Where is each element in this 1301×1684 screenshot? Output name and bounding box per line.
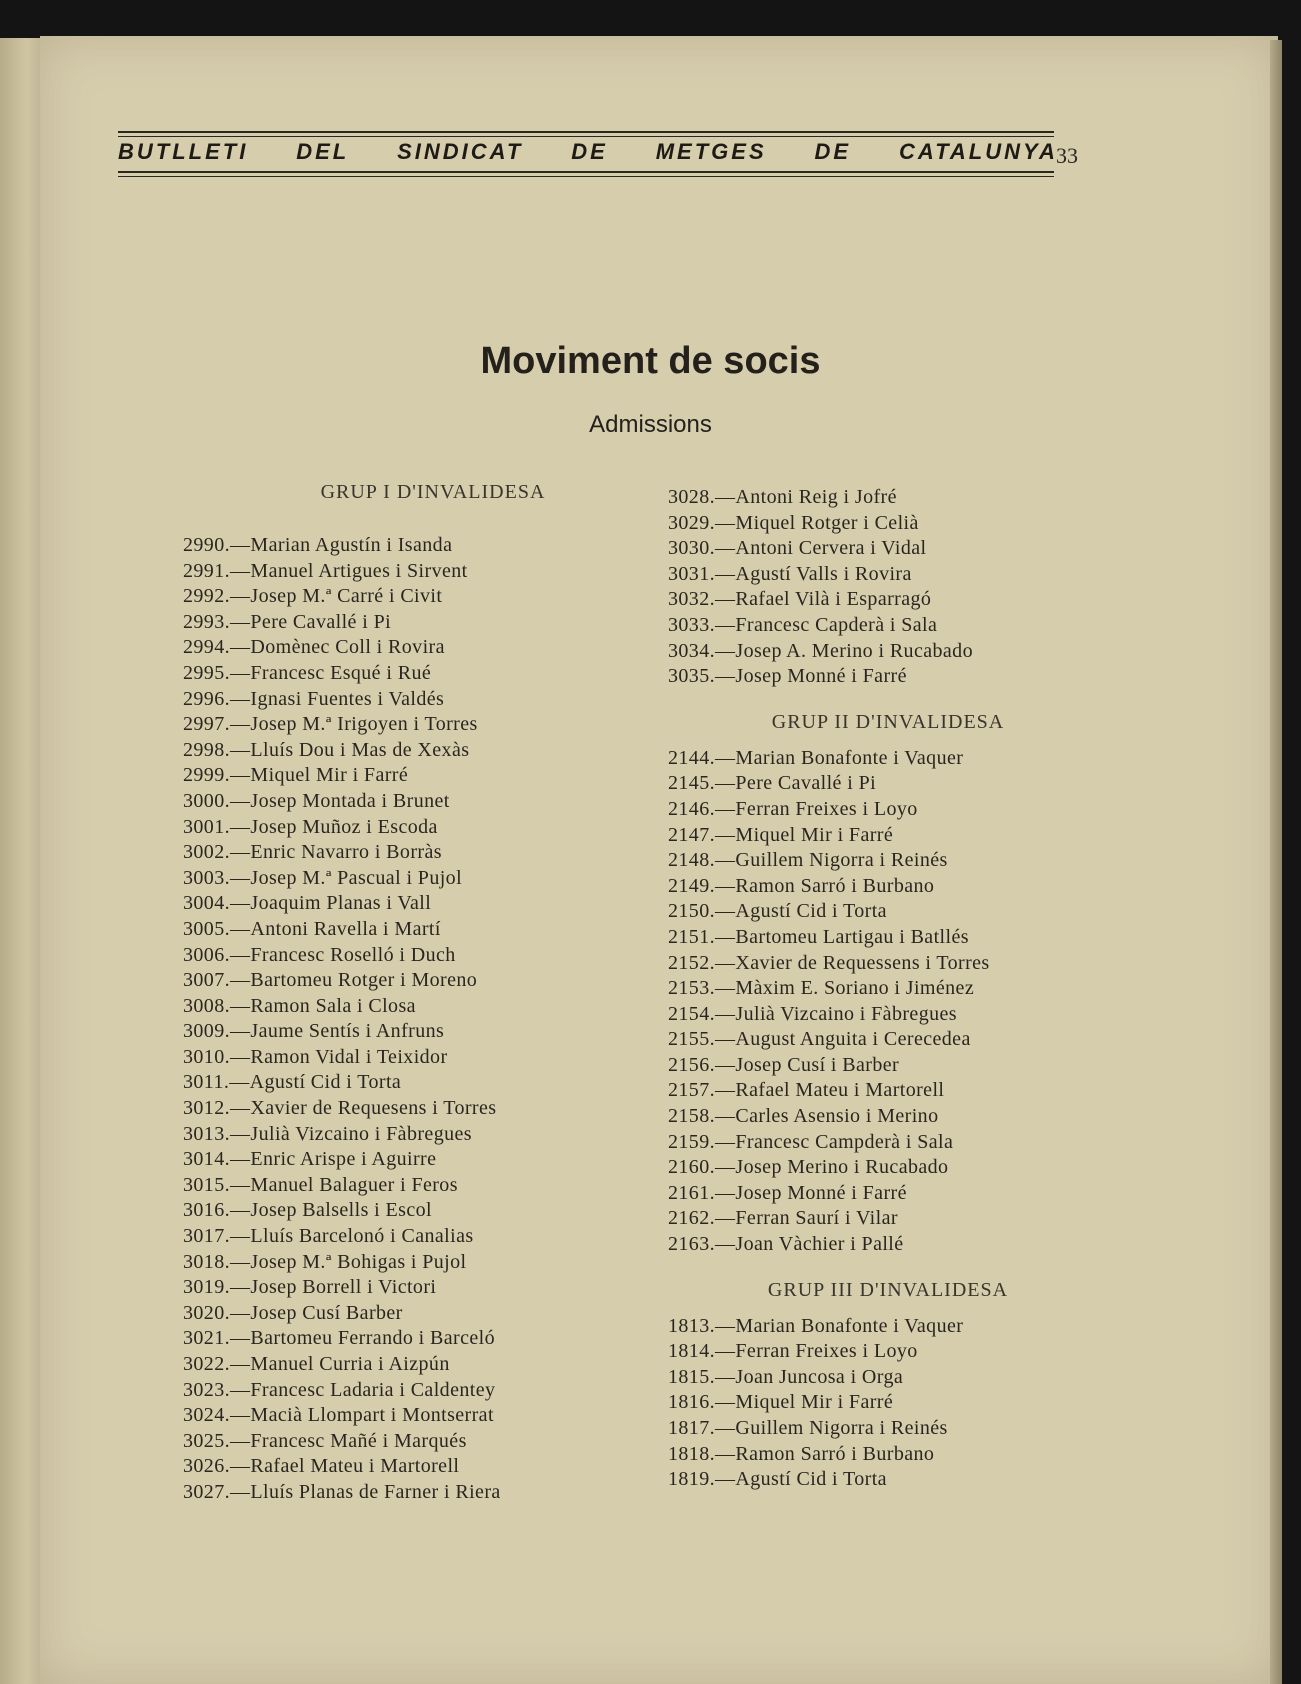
member-entry: 2992.—Josep M.ª Carré i Civit xyxy=(183,585,443,608)
member-entry: 2155.—August Anguita i Cerecedea xyxy=(668,1028,971,1051)
member-entry: 3015.—Manuel Balaguer i Feros xyxy=(183,1173,458,1196)
member-entry: 3002.—Enric Navarro i Borràs xyxy=(183,841,442,864)
member-entry: 2163.—Joan Vàchier i Pallé xyxy=(668,1233,904,1256)
journal-title-word: SINDICAT xyxy=(397,139,524,164)
member-entry: 2159.—Francesc Campderà i Sala xyxy=(668,1130,954,1153)
member-entry: 3024.—Macià Llompart i Montserrat xyxy=(183,1404,494,1427)
member-list xyxy=(183,533,583,1506)
group-title: GRUP I D'INVALIDESA xyxy=(320,481,546,503)
member-entry: 3027.—Lluís Planas de Farner i Riera xyxy=(183,1480,501,1503)
member-entry: 2154.—Julià Vizcaino i Fàbregues xyxy=(668,1002,957,1025)
member-entry: 3017.—Lluís Barcelonó i Canalias xyxy=(183,1225,474,1248)
member-entry: 3023.—Francesc Ladaria i Caldentey xyxy=(183,1378,496,1401)
group-title: GRUP III D'INVALIDESA xyxy=(767,1278,1009,1301)
member-entry: 3022.—Manuel Curria i Aizpún xyxy=(183,1353,450,1375)
member-entry: 1818.—Ramon Sarró i Burbano xyxy=(668,1442,935,1465)
member-entry: 3016.—Josep Balsells i Escol xyxy=(183,1199,432,1222)
member-entry: 3029.—Miquel Rotger i Celià xyxy=(668,511,919,534)
member-entry: 2147.—Miquel Mir i Farré xyxy=(668,823,894,846)
member-entry: 2144.—Marian Bonafonte i Vaquer xyxy=(668,746,964,769)
page-edge xyxy=(1270,40,1282,1684)
member-entry: 2994.—Domènec Coll i Rovira xyxy=(183,636,445,659)
member-entry: 3026.—Rafael Mateu i Martorell xyxy=(183,1455,460,1478)
member-entry: 2991.—Manuel Artigues i Sirvent xyxy=(183,559,468,582)
header-rule-top xyxy=(118,131,1054,133)
member-entry: 3007.—Bartomeu Rotger i Moreno xyxy=(183,969,478,992)
member-entry: 2996.—Ignasi Fuentes i Valdés xyxy=(183,687,445,710)
member-entry: 3010.—Ramon Vidal i Teixidor xyxy=(183,1045,448,1068)
journal-title-word: METGES xyxy=(655,139,767,164)
member-entry: 3012.—Xavier de Requesens i Torres xyxy=(183,1097,497,1120)
member-entry: 3004.—Joaquim Planas i Vall xyxy=(183,892,432,915)
member-list xyxy=(668,746,1068,1258)
journal-title xyxy=(118,139,1058,165)
member-entry: 1819.—Agustí Cid i Torta xyxy=(668,1468,887,1491)
member-entry: 2997.—Josep M.ª Irigoyen i Torres xyxy=(183,713,478,736)
running-header xyxy=(118,93,1118,168)
member-entry: 3009.—Jaume Sentís i Anfruns xyxy=(183,1020,445,1043)
member-list xyxy=(668,1314,1068,1493)
member-entry: 1814.—Ferran Freixes i Loyo xyxy=(668,1340,918,1363)
journal-title-word: DE xyxy=(814,139,852,164)
member-entry: 2161.—Josep Monné i Farré xyxy=(668,1181,907,1204)
member-entry: 2156.—Josep Cusí i Barber xyxy=(668,1053,900,1076)
member-entry: 2993.—Pere Cavallé i Pi xyxy=(183,610,392,633)
member-entry: 3011.—Agustí Cid i Torta xyxy=(183,1071,402,1094)
member-entry: 2162.—Ferran Saurí i Vilar xyxy=(668,1207,898,1230)
member-entry: 3019.—Josep Borrell i Victori xyxy=(183,1276,437,1299)
group-title: GRUP II D'INVALIDESA xyxy=(771,710,1005,733)
header-rule-bottom xyxy=(118,171,1054,173)
member-entry: 3006.—Francesc Roselló i Duch xyxy=(183,943,456,966)
member-entry: 3028.—Antoni Reig i Jofré xyxy=(668,486,897,508)
member-entry: 3031.—Agustí Valls i Rovira xyxy=(668,562,912,585)
member-list xyxy=(668,485,1068,690)
member-entry: 2153.—Màxim E. Soriano i Jiménez xyxy=(668,977,975,1000)
member-entry: 3001.—Josep Muñoz i Escoda xyxy=(183,815,438,838)
member-entry: 2160.—Josep Merino i Rucabado xyxy=(668,1156,949,1179)
member-entry: 3000.—Josep Montada i Brunet xyxy=(183,789,450,812)
section-subtitle: Admissions xyxy=(589,411,712,438)
member-entry: 2999.—Miquel Mir i Farré xyxy=(183,764,409,787)
member-entry: 1817.—Guillem Nigorra i Reinés xyxy=(668,1417,948,1439)
member-entry: 3032.—Rafael Vilà i Esparragó xyxy=(668,588,932,611)
page-number: 33 xyxy=(1056,143,1078,168)
member-entry: 2158.—Carles Asensio i Merino xyxy=(668,1105,939,1128)
book-spine xyxy=(0,38,44,1684)
member-entry: 3018.—Josep M.ª Bohigas i Pujol xyxy=(183,1250,467,1273)
member-entry: 3013.—Julià Vizcaino i Fàbregues xyxy=(183,1122,472,1145)
journal-title-word: DE xyxy=(571,139,608,164)
member-entry: 3008.—Ramon Sala i Closa xyxy=(183,994,416,1017)
member-entry: 3020.—Josep Cusí Barber xyxy=(183,1301,403,1324)
member-entry: 2995.—Francesc Esqué i Rué xyxy=(183,661,432,684)
journal-title-word: DEL xyxy=(296,139,350,164)
member-entry: 3014.—Enric Arispe i Aguirre xyxy=(183,1148,437,1171)
member-entry: 2149.—Ramon Sarró i Burbano xyxy=(668,874,935,897)
left-column xyxy=(183,481,583,1506)
member-entry: 3033.—Francesc Capderà i Sala xyxy=(668,613,938,636)
right-column xyxy=(668,485,1068,1493)
header-rule-bottom-thin xyxy=(118,176,1054,177)
member-entry: 2145.—Pere Cavallé i Pi xyxy=(668,772,877,795)
member-entry: 1815.—Joan Juncosa i Orga xyxy=(668,1365,904,1388)
member-entry: 1813.—Marian Bonafonte i Vaquer xyxy=(668,1314,964,1337)
member-entry: 3034.—Josep A. Merino i Rucabado xyxy=(668,639,973,662)
member-entry: 2151.—Bartomeu Lartigau i Batllés xyxy=(668,925,969,948)
member-entry: 3005.—Antoni Ravella i Martí xyxy=(183,917,441,940)
member-entry: 2150.—Agustí Cid i Torta xyxy=(668,900,887,923)
member-entry: 2146.—Ferran Freixes i Loyo xyxy=(668,797,918,820)
member-entry: 3035.—Josep Monné i Farré xyxy=(668,665,907,688)
member-entry: 3021.—Bartomeu Ferrando i Barceló xyxy=(183,1327,496,1350)
member-entry: 2148.—Guillem Nigorra i Reinés xyxy=(668,849,948,872)
member-entry: 2152.—Xavier de Requessens i Torres xyxy=(668,951,990,974)
member-entry: 1816.—Miquel Mir i Farré xyxy=(668,1391,894,1414)
member-entry: 3025.—Francesc Mañé i Marqués xyxy=(183,1429,467,1452)
header-rule-top-thin xyxy=(118,136,1054,137)
member-entry: 3030.—Antoni Cervera i Vidal xyxy=(668,537,927,560)
member-entry: 2998.—Lluís Dou i Mas de Xexàs xyxy=(183,738,470,761)
member-entry: 3003.—Josep M.ª Pascual i Pujol xyxy=(183,866,463,889)
journal-title-word: CATALUNYA xyxy=(898,139,1058,164)
journal-title-word: BUTLLETI xyxy=(118,139,249,164)
member-entry: 2990.—Marian Agustín i Isanda xyxy=(183,534,453,556)
page-title: Moviment de socis xyxy=(480,340,821,382)
member-entry: 2157.—Rafael Mateu i Martorell xyxy=(668,1079,945,1102)
